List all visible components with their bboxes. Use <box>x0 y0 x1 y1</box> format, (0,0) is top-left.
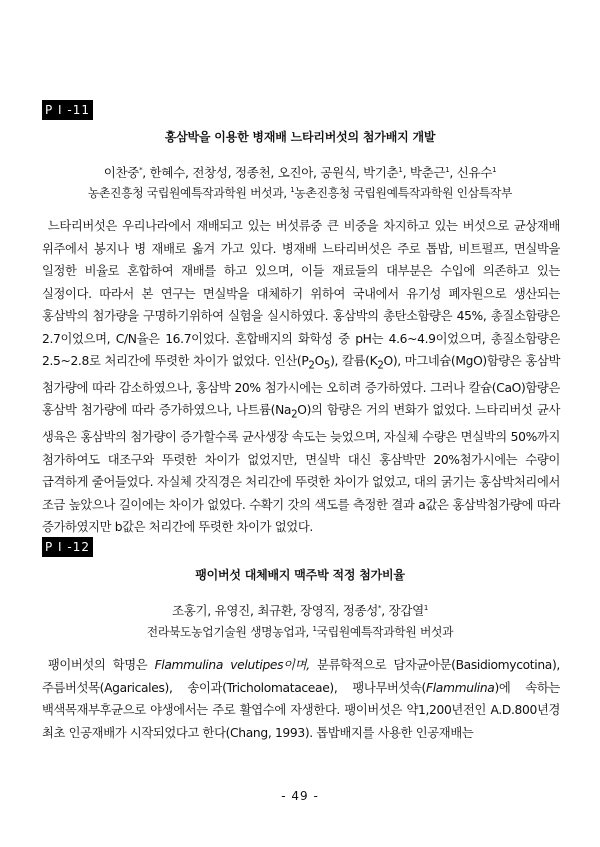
affiliation-primary: 농촌진흥청 국립원예특작과학원 버섯과, <box>87 186 287 200</box>
affiliation-primary: 전라북도농업기술원 생명농업과, <box>146 625 310 639</box>
author-name: 오진아 <box>277 165 314 180</box>
abstract-body <box>42 215 560 539</box>
author-mark: * <box>378 604 382 612</box>
abstract-text: O <box>314 354 324 368</box>
italic-text: Flammulina <box>426 680 495 695</box>
section-tag: P I -12 <box>42 537 93 557</box>
abstract-text: O)의 함량은 거의 변화가 없었다. 느타리버섯 균사 생육은 홍삼박의 첨가량이 증가할수록 균사생장 속도는 늦었으며, 자실체 수량은 면실박의 50%까지 첨가하여도 대조구와 뚜렷한 차이가 없었지만, 면실박 대신 홍삼박만 20%첨가시에는 수량이 급격하게 줄어들었다. 자실체 갓직경은 처리간에 뚜렷한 차이가 없었고, 대의 굵기는 홍삼박처리에서 조금 높았으나 길이에는 차이가 없었다. 수확기 갓의 색도를 측정한 결과 a값은 홍삼박첨가량에 따라 증가하였지만 b값은 처리간에 뚜렷한 차이가 없었다. <box>42 403 560 535</box>
subscript: 5 <box>323 359 331 372</box>
author-name: 정종천 <box>235 165 271 180</box>
subscript: 2 <box>377 359 384 372</box>
affiliation-secondary: 국립원예특작과학원 버섯과 <box>316 625 454 639</box>
author-name: 전창성 <box>192 165 228 180</box>
author-mark: * <box>139 166 143 174</box>
affiliation <box>42 623 558 640</box>
author-name: 유영진 <box>214 603 250 618</box>
author-list: 조홍기, 유영진, 최규환, 장영직, 정종성*, 장갑열$^1$ <box>171 603 429 618</box>
paper-title: 홍삼박을 이용한 병재배 느타리버섯의 첨가배지 개발 <box>164 130 436 144</box>
author-name: 조홍기 <box>171 603 208 618</box>
abstract-text: ), 칼륨(K <box>330 354 378 368</box>
abstract-body <box>42 654 560 744</box>
abstract-text: )에 속하는 백색목재부후균으로 야생에서는 주로 활엽수에 자생한다. 팽이버섯은 약1,200년전인 A.D.800년경 최초 인공재배가 시작되었다고 한다(Chang, 1993). 톱밥배지를 사용한 인공재배는 <box>42 680 561 740</box>
page-number: - 49 - <box>281 789 319 803</box>
abstract-text: 느타리버섯은 우리나라에서 재배되고 있는 버섯류중 큰 비중을 차지하고 있는 버섯으로 균상재배 위주에서 봉지나 병 재배로 옮겨 가고 있다. 병재배 느타리버섯은 주로 톱밥, 비트펄프, 면실박을 일정한 비율로 혼합하여 재배를 하고 있으며, 이들 재료들의 대부분은 수입에 의존하고 있는 실정이다. 따라서 본 연구는 면실박을 대체하기 위하여 국내에서 유기성 폐자원으로 생산되는 홍삼박의 첨가량을 구명하기위하여 실험을 실시하였다. 홍삼박의 총탄소함량은 45%, 총질소함량은 2.7이었으며, C/N율은 16.7이었다. 혼합배지의 화학성 중 pH는 4.6~4.9이었으며, 총질소함량은 2.5~2.8로 처리간에 뚜렷한 차이가 없었다. 인산(P <box>42 219 560 368</box>
author-name: 최규환 <box>257 603 293 618</box>
author-name: 신유수 <box>456 165 493 180</box>
affiliation <box>42 184 558 201</box>
author-name: 이찬중 <box>103 165 140 180</box>
author-name: 정종성 <box>342 603 379 618</box>
author-mark: 1 <box>492 166 497 174</box>
abstract-text: 분류학적으로 담자균아문(Basidiomycotina), 주름버섯목(Agaricales), 송이과(Tricholomataceae), 팽나무버섯속( <box>42 658 560 695</box>
affiliation-mark: 1 <box>290 186 295 194</box>
author-mark: 1 <box>423 604 429 612</box>
author-name: 박기춘 <box>363 165 399 180</box>
author-list: 이찬중*, 한혜수, 전창성, 정종천, 오진아, 공원식, 박기춘$^1$, 박춘근$^1$, 신유수$^1$ <box>103 165 497 180</box>
author-name: 박춘근 <box>409 165 446 180</box>
subscript: 2 <box>291 408 298 421</box>
affiliation-mark: 1 <box>312 625 317 633</box>
affiliation-secondary: 농촌진흥청 국립원예특작과학원 인삼특작부 <box>294 186 513 200</box>
author-mark: 1 <box>398 166 403 174</box>
paper-title: 팽이버섯 대체배지 맥주박 적정 첨가비율 <box>195 568 405 582</box>
author-name: 장영직 <box>300 603 336 618</box>
author-name: 공원식 <box>320 165 356 180</box>
section-tag: P I -11 <box>42 100 93 120</box>
subscript: 2 <box>308 359 315 372</box>
italic-text: Flammulina velutipes이며, <box>154 658 310 672</box>
author-name: 한혜수 <box>149 165 185 180</box>
abstract-text: 팽이버섯의 학명은 <box>47 658 155 672</box>
author-mark: 1 <box>445 166 450 174</box>
abstract-text: O), 마그네슘(MgO)함량은 홍삼박 첨가량에 따라 감소하였으나, 홍삼박 20% 첨가시에는 오히려 증가하였다. 그러나 칼슘(CaO)함량은 홍삼박 첨가량에 따라 증가하였으나, 나트륨(Na <box>42 354 561 418</box>
author-name: 장갑열 <box>388 603 424 618</box>
